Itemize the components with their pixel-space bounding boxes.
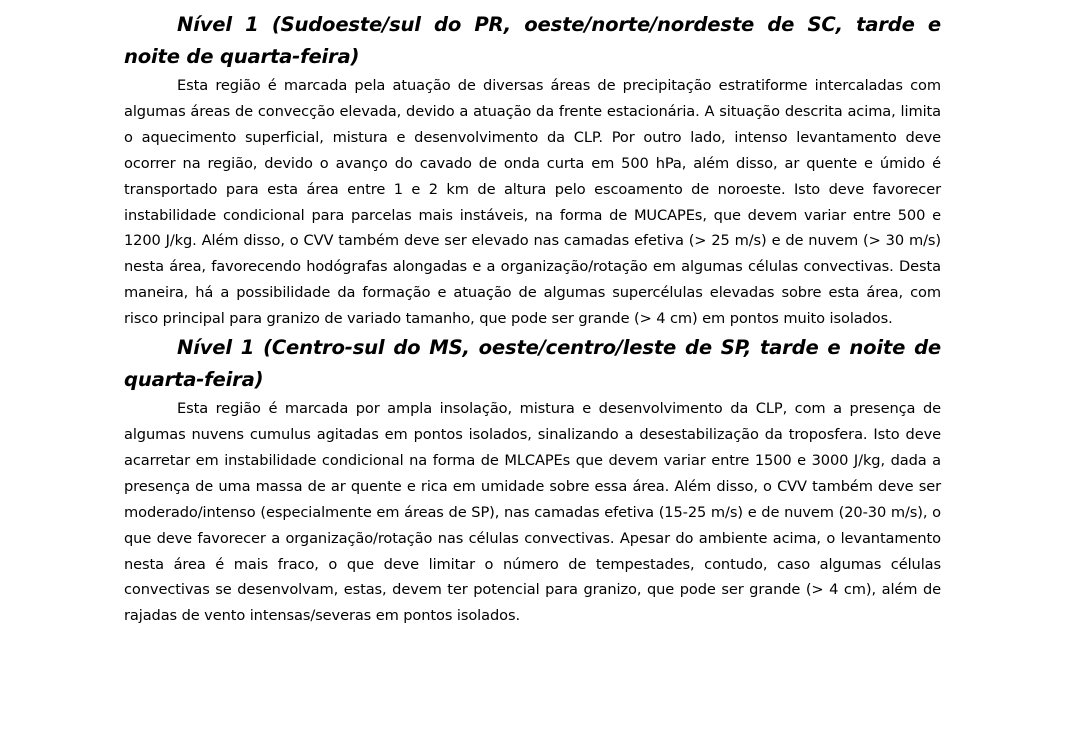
section-paragraph: Esta região é marcada pela atuação de diversas áreas de precipitação estratiforme intercaladas com algumas áreas de convecção elevada, devido a atuação da frente estacionária. A situação descrita acima, limita o aquecimento superficial, mistura e desenvolvimento da CLP. Por outro lado, intenso levantamento deve ocorrer na região, devido o avanço do cavado de onda curta em 500 hPa, além disso, ar quente e úmido é transportado para esta área entre 1 e 2 km de altura pelo escoamento de noroeste. Isto deve favorecer instabilidade condicional para parcelas mais instáveis, na forma de MUCAPEs, que devem variar entre 500 e 1200 J/kg. Além disso, o CVV também deve ser elevado nas camadas efetiva (> 25 m/s) e de nuvem (> 30 m/s) nesta área, favorecendo hodógrafas alongadas e a organização/rotação em algumas células convectivas. Desta maneira, há a possibilidade da formação e atuação de algumas supercélulas elevadas sobre esta área, com risco principal para granizo de variado tamanho, que pode ser grande (> 4 cm) em pontos muito isolados. <box>124 77 941 328</box>
document-page <box>124 9 941 629</box>
section-heading: Nível 1 (Sudoeste/sul do PR, oeste/norte/nordeste de SC, tarde e noite de quarta-feira) <box>124 13 941 68</box>
risk-section-centro-sul-ms <box>124 332 941 629</box>
section-paragraph: Esta região é marcada por ampla insolação, mistura e desenvolvimento da CLP, com a presença de algumas nuvens cumulus agitadas em pontos isolados, sinalizando a desestabilização da troposfera. Isto deve acarretar em instabilidade condicional na forma de MLCAPEs que devem variar entre 1500 e 3000 J/kg, dada a presença de uma massa de ar quente e rica em umidade sobre essa área. Além disso, o CVV também deve ser moderado/intenso (especialmente em áreas de SP), nas camadas efetiva (15-25 m/s) e de nuvem (20-30 m/s), o que deve favorecer a organização/rotação nas células convectivas. Apesar do ambiente acima, o levantamento nesta área é mais fraco, o que deve limitar o número de tempestades, contudo, caso algumas células convectivas se desenvolvam, estas, devem ter potencial para granizo, que pode ser grande (> 4 cm), além de rajadas de vento intensas/severas em pontos isolados. <box>124 400 941 625</box>
section-heading: Nível 1 (Centro-sul do MS, oeste/centro/leste de SP, tarde e noite de quarta-feira) <box>124 336 941 392</box>
risk-section-sudoeste-sul-pr <box>124 9 941 332</box>
